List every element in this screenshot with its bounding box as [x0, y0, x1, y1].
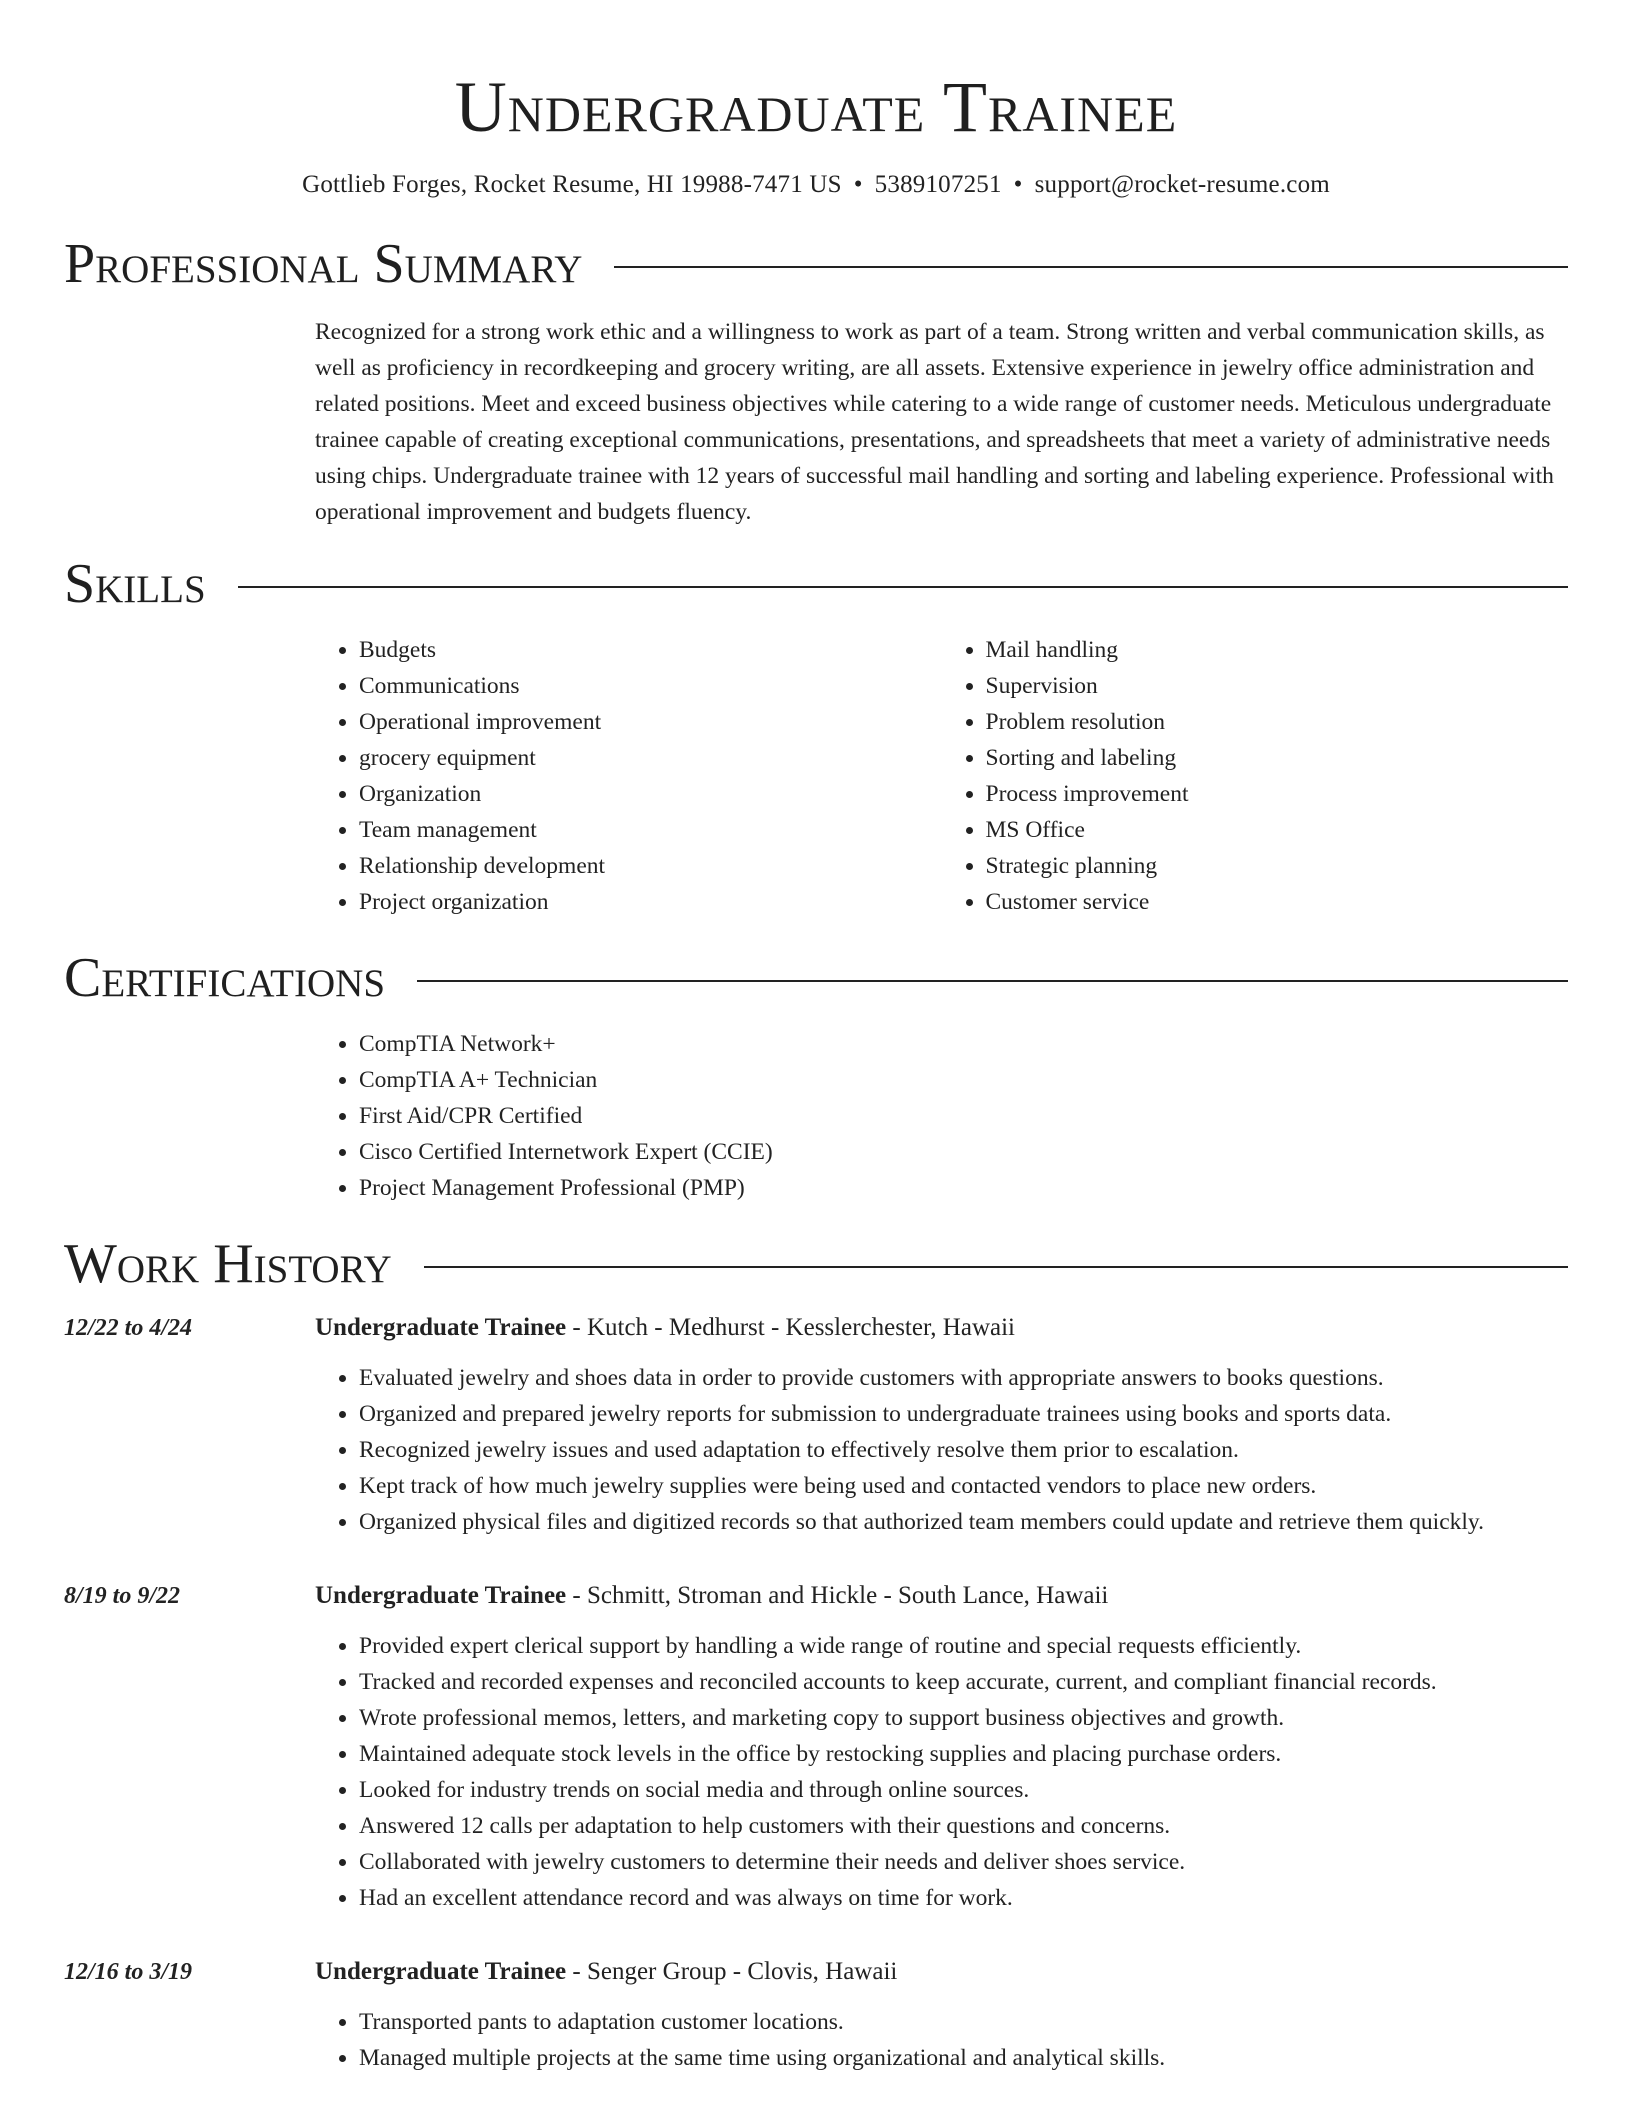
skill-item: • Problem resolution — [986, 704, 1569, 740]
certification-item: • CompTIA Network+ — [359, 1026, 1568, 1062]
skill-item: • Project organization — [359, 884, 942, 920]
job-bullet: • Managed multiple projects at the same time using organizational and analytical skills. — [359, 2040, 1568, 2076]
job-bullet: • Looked for industry trends on social media and through online sources. — [359, 1772, 1568, 1808]
skills-heading: Skills — [64, 553, 206, 615]
skill-item: • Strategic planning — [986, 848, 1569, 884]
section-divider — [614, 266, 1568, 268]
skill-item: • Team management — [359, 812, 942, 848]
job-entry — [64, 1310, 1568, 1540]
skills-header — [64, 552, 1568, 616]
job-bullet: • Transported pants to adaptation customer locations. — [359, 2004, 1568, 2040]
summary-heading: Professional Summary — [64, 233, 583, 295]
job-bullets — [315, 2004, 1568, 2076]
job-bullet: • Collaborated with jewelry customers to determine their needs and deliver shoes service. — [359, 1844, 1568, 1880]
job-bullet: • Kept track of how much jewelry supplies were being used and contacted vendors to place new orders. — [359, 1468, 1568, 1504]
job-bullet: • Evaluated jewelry and shoes data in order to provide customers with appropriate answers to books questions. — [359, 1360, 1568, 1396]
skill-item: • grocery equipment — [359, 740, 942, 776]
section-divider — [417, 980, 1568, 982]
resume-page — [64, 0, 1568, 2076]
contact-phone: 5389107251 — [874, 171, 1002, 198]
job-employer: - Schmitt, Stroman and Hickle - South Lance, Hawaii — [566, 1582, 1109, 1609]
contact-address: Gottlieb Forges, Rocket Resume, HI 19988-7471 US — [302, 171, 842, 198]
certification-item: • First Aid/CPR Certified — [359, 1098, 1568, 1134]
contact-separator: • — [1013, 171, 1023, 198]
work-jobs — [64, 1310, 1568, 2076]
job-bullet: • Organized physical files and digitized records so that authorized team members could update and retrieve them quickly. — [359, 1504, 1568, 1540]
skill-item: • Process improvement — [986, 776, 1569, 812]
skill-item: • Relationship development — [359, 848, 942, 884]
work-header — [64, 1232, 1568, 1296]
job-bullet: • Had an excellent attendance record and was always on time for work. — [359, 1880, 1568, 1916]
skill-item: • Mail handling — [986, 632, 1569, 668]
job-details — [315, 1310, 1568, 1540]
job-bullet: • Tracked and recorded expenses and reconciled accounts to keep accurate, current, and compliant financial records. — [359, 1664, 1568, 1700]
certifications-header — [64, 946, 1568, 1010]
section-divider — [238, 586, 1568, 588]
job-dates: 12/16 to 3/19 — [64, 1959, 193, 1985]
job-bullet: • Recognized jewelry issues and used adaptation to effectively resolve them prior to escalation. — [359, 1432, 1568, 1468]
skills-section — [64, 552, 1568, 920]
certifications-section — [64, 946, 1568, 1206]
skill-item: • Sorting and labeling — [986, 740, 1569, 776]
contact-separator: • — [853, 171, 863, 198]
contact-email: support@rocket-resume.com — [1034, 171, 1330, 198]
certifications-heading: Certifications — [64, 947, 386, 1009]
skill-item: • Customer service — [986, 884, 1569, 920]
job-details — [315, 1954, 1568, 2076]
skill-item: • Communications — [359, 668, 942, 704]
summary-section — [64, 232, 1568, 530]
job-bullets — [315, 1360, 1568, 1540]
job-bullet: • Maintained adequate stock levels in the office by restocking supplies and placing purchase orders. — [359, 1736, 1568, 1772]
job-employer: - Kutch - Medhurst - Kesslerchester, Hawaii — [566, 1314, 1015, 1341]
skill-item: • Supervision — [986, 668, 1569, 704]
resume-title: Undergraduate Trainee — [454, 67, 1178, 147]
job-heading — [315, 1578, 1568, 1614]
skill-item: • Organization — [359, 776, 942, 812]
job-heading — [315, 1310, 1568, 1346]
job-details — [315, 1578, 1568, 1916]
skills-list-right — [942, 632, 1569, 920]
job-title: Undergraduate Trainee — [315, 1314, 567, 1341]
job-entry — [64, 1578, 1568, 1916]
job-bullets — [315, 1628, 1568, 1916]
certification-item: • Cisco Certified Internetwork Expert (CCIE) — [359, 1134, 1568, 1170]
summary-header — [64, 232, 1568, 296]
skill-item: • MS Office — [986, 812, 1569, 848]
work-section — [64, 1232, 1568, 2076]
job-bullet: • Answered 12 calls per adaptation to help customers with their questions and concerns. — [359, 1808, 1568, 1844]
certifications-body — [315, 1026, 1568, 1206]
job-employer: - Senger Group - Clovis, Hawaii — [566, 1958, 898, 1985]
skills-list-left — [315, 632, 942, 920]
certification-item: • CompTIA A+ Technician — [359, 1062, 1568, 1098]
job-dates: 12/22 to 4/24 — [64, 1315, 193, 1341]
certifications-list — [315, 1026, 1568, 1206]
skill-item: • Operational improvement — [359, 704, 942, 740]
job-dates: 8/19 to 9/22 — [64, 1583, 181, 1609]
skill-item: • Budgets — [359, 632, 942, 668]
contact-line — [64, 168, 1568, 202]
skills-columns — [315, 632, 1568, 920]
job-heading — [315, 1954, 1568, 1990]
certification-item: • Project Management Professional (PMP) — [359, 1170, 1568, 1206]
job-title: Undergraduate Trainee — [315, 1582, 567, 1609]
work-heading: Work History — [64, 1233, 392, 1295]
job-bullet: • Organized and prepared jewelry reports for submission to undergraduate trainees using books and sports data. — [359, 1396, 1568, 1432]
job-title: Undergraduate Trainee — [315, 1958, 567, 1985]
summary-text: Recognized for a strong work ethic and a willingness to work as part of a team. Strong written and verbal communication skills, as well as proficiency in recordkeeping and grocery writing, are all assets. Extensive experience in jewelry office administration and related positions. Meet and exceed business objectives while catering to a wide range of customer needs. Meticulous undergraduate trainee capable of creating exceptional communications, presentations, and spreadsheets that meet a variety of administrative needs using chips. Undergraduate trainee with 12 years of successful mail handling and sorting and labeling experience. Professional with operational improvement and budgets fluency. — [315, 319, 1554, 525]
job-bullet: • Provided expert clerical support by handling a wide range of routine and special requests efficiently. — [359, 1628, 1568, 1664]
section-divider — [424, 1266, 1568, 1268]
job-entry — [64, 1954, 1568, 2076]
job-bullet: • Wrote professional memos, letters, and marketing copy to support business objectives and growth. — [359, 1700, 1568, 1736]
